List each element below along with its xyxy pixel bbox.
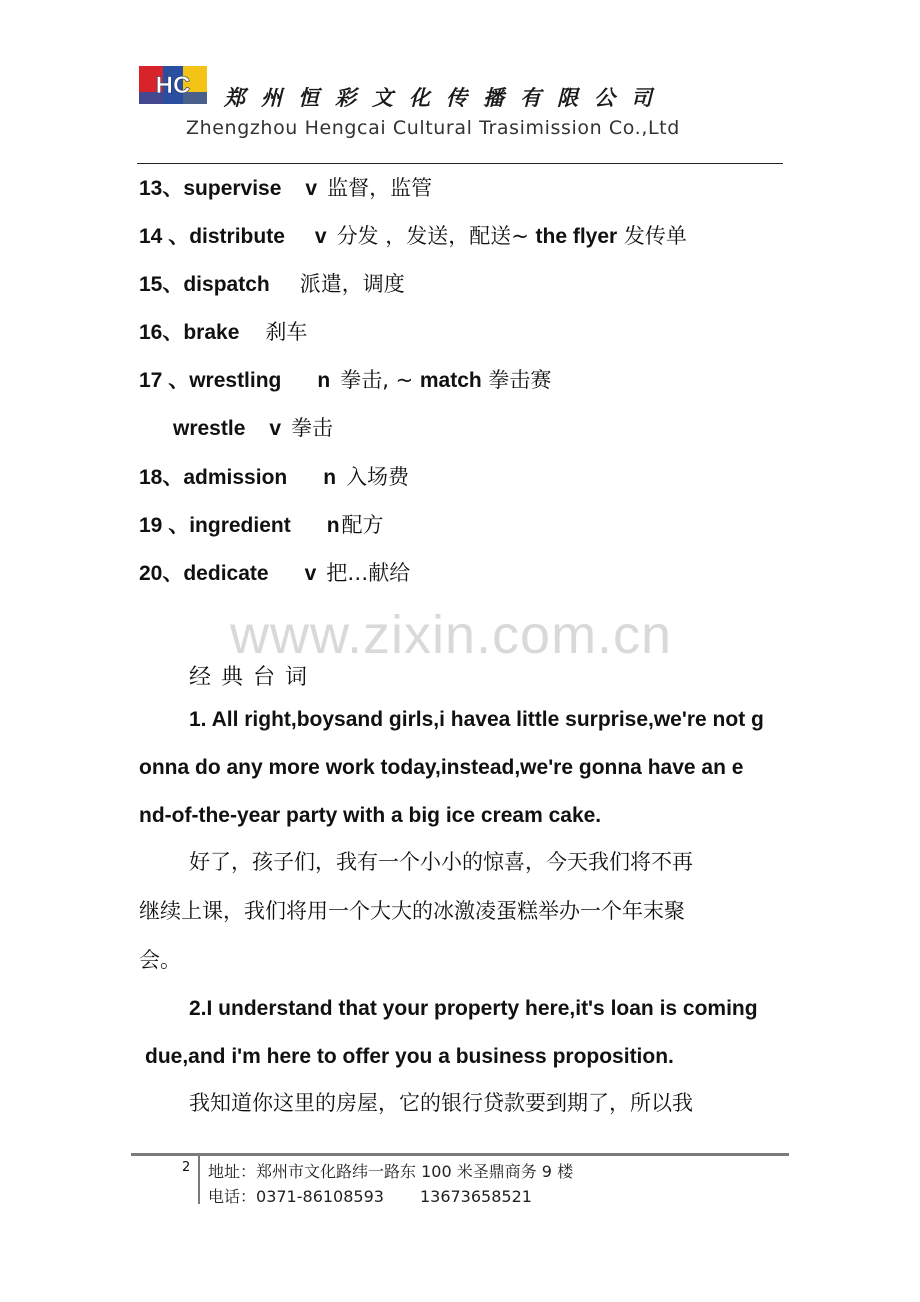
quote-1-en-line: onna do any more work today,instead,we're gonna have an e <box>139 756 744 779</box>
footer-vertical-divider <box>198 1156 200 1204</box>
header-divider <box>137 163 783 164</box>
vocab-pos: v <box>314 225 327 248</box>
company-name-en: Zhengzhou Hengcai Cultural Trasimission Co.,Ltd <box>186 117 680 139</box>
vocab-example: match <box>419 369 482 392</box>
vocab-example-meaning: 拳击赛 <box>481 368 552 392</box>
footer-divider <box>131 1153 789 1156</box>
vocab-item <box>139 563 410 584</box>
vocab-word: ingredient <box>189 514 291 537</box>
footer-address: 地址：郑州市文化路纬一路东 100 米圣鼎商务 9 楼 <box>208 1162 574 1181</box>
quote-1-cn-line: 继续上课，我们将用一个大大的冰激凌蛋糕举办一个年末聚 <box>139 899 685 923</box>
section-title: 经典台词 <box>189 665 318 690</box>
vocab-meaning: 把…献给 <box>326 561 411 585</box>
quote-1-en-line: 1. All right,boysand girls,i havea little surprise,we're not g <box>189 708 764 731</box>
vocab-pos: n <box>323 466 337 489</box>
vocab-item <box>139 322 307 343</box>
vocab-item <box>139 515 384 536</box>
vocab-meaning: 入场费 <box>346 465 410 489</box>
vocab-word: dedicate <box>183 562 269 585</box>
vocab-word: supervise <box>183 177 282 200</box>
vocab-meaning: 刹车 <box>265 320 308 344</box>
vocab-word: admission <box>183 466 288 489</box>
vocab-number: 16、 <box>139 321 184 344</box>
vocab-pos: v <box>305 177 318 200</box>
vocab-pos: v <box>304 562 317 585</box>
vocab-pos: v <box>269 417 282 440</box>
vocab-number: 18、 <box>139 466 184 489</box>
logo-text: HC <box>155 72 191 99</box>
vocab-word: wrestling <box>189 369 282 392</box>
vocab-meaning: 配方 <box>341 513 384 537</box>
vocab-pos: n <box>326 514 340 537</box>
page-number: 2 <box>182 1160 191 1175</box>
vocab-meaning: 拳击 <box>291 416 334 440</box>
vocab-item <box>139 370 551 391</box>
quote-2-en-line: due,and i'm here to offer you a business proposition. <box>145 1045 674 1068</box>
vocab-meaning: 派遣，调度 <box>299 272 405 296</box>
phone-label: 电话： <box>208 1187 257 1206</box>
vocab-number: 19 、 <box>139 514 190 537</box>
vocab-word: wrestle <box>173 417 246 440</box>
vocab-item <box>139 274 405 295</box>
vocab-word: dispatch <box>183 273 270 296</box>
vocab-number: 20、 <box>139 562 184 585</box>
vocab-item <box>173 418 333 439</box>
vocab-number: 13、 <box>139 177 184 200</box>
vocab-word: brake <box>183 321 240 344</box>
footer-phone <box>208 1184 532 1207</box>
vocab-example: the flyer <box>535 225 618 248</box>
phone-number: 13673658521 <box>419 1187 532 1206</box>
quote-2-cn-line: 我知道你这里的房屋，它的银行贷款要到期了，所以我 <box>189 1091 693 1115</box>
quote-1-cn-line: 会。 <box>139 948 181 972</box>
vocab-example-meaning: 发传单 <box>617 224 687 248</box>
vocab-item <box>139 226 687 247</box>
vocab-number: 15、 <box>139 273 184 296</box>
company-logo <box>139 66 207 104</box>
vocab-item <box>139 178 432 199</box>
vocab-meaning: 分发 ，发送，配送~ <box>336 224 536 248</box>
vocab-meaning: 拳击, ~ <box>340 368 420 392</box>
vocab-number: 17 、 <box>139 369 190 392</box>
company-name-cn: 郑州恒彩文化传播有限公司 <box>224 85 668 110</box>
vocab-number: 14 、 <box>139 225 190 248</box>
vocab-meaning: 监督，监管 <box>327 176 433 200</box>
vocab-word: distribute <box>189 225 285 248</box>
quote-2-en-line: 2.I understand that your property here,it's loan is coming <box>189 997 758 1020</box>
watermark-text: www.zixin.com.cn <box>230 605 673 665</box>
phone-number: 0371-86108593 <box>256 1187 384 1206</box>
quote-1-cn-line: 好了，孩子们，我有一个小小的惊喜，今天我们将不再 <box>189 850 693 874</box>
vocab-pos: n <box>317 369 331 392</box>
quote-1-en-line: nd-of-the-year party with a big ice cream cake. <box>139 804 602 827</box>
vocab-item <box>139 467 409 488</box>
